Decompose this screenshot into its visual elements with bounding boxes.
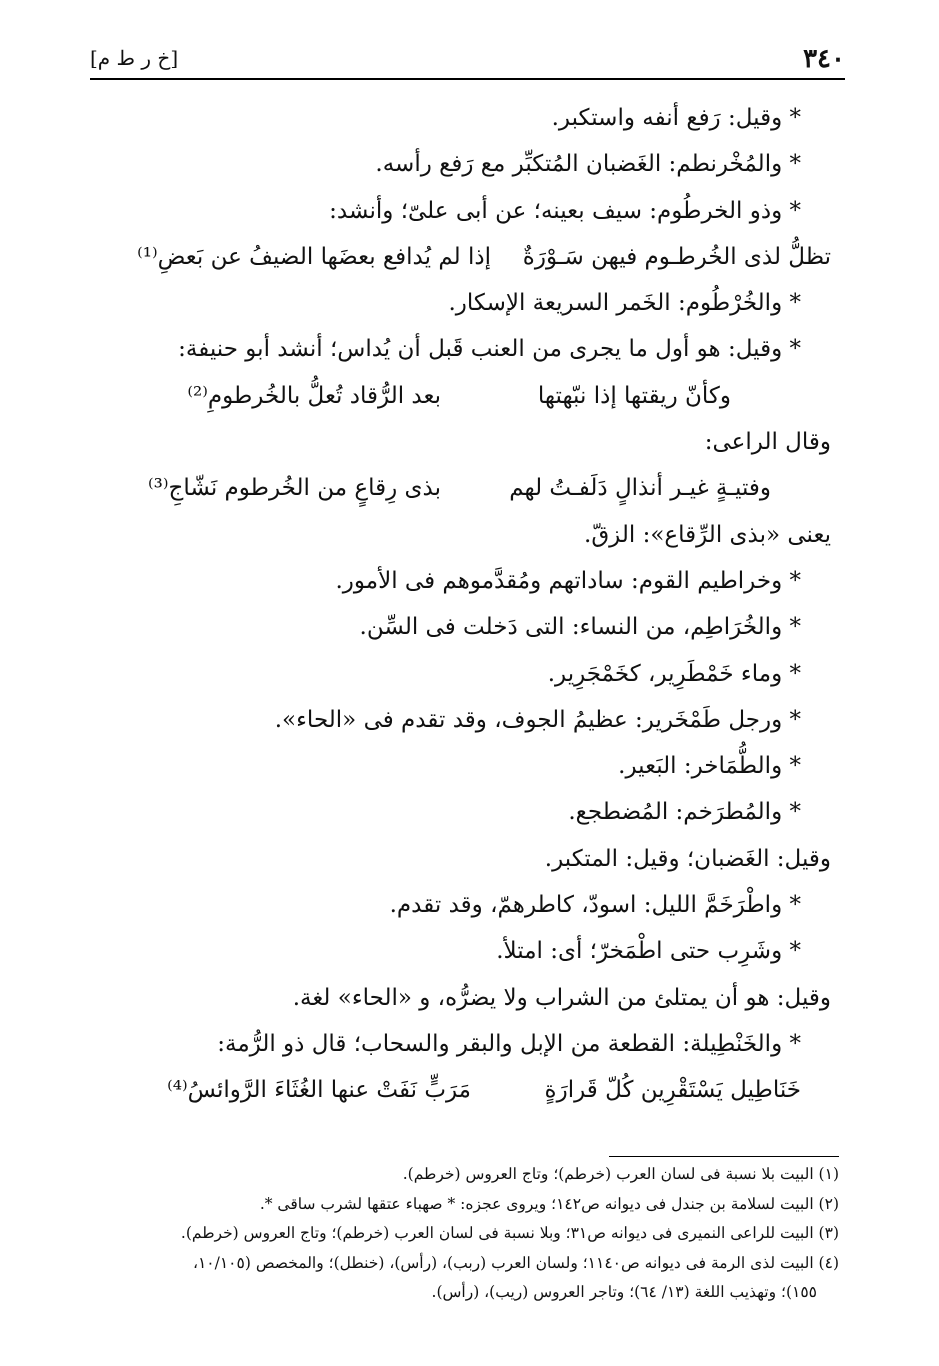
verse-second-hemistich: بذى رِقاعٍ من الخُرطوم نَشّاجِ⁽³⁾ [147, 475, 441, 502]
footnote: (٢) البيت لسلامة بن جندل فى ديوانه ص١٤٢؛ ويروى عجزه: * صهباء عتقها لشرب ساقى *. [259, 1194, 839, 1213]
verse-line [91, 234, 831, 280]
text-line: * وماء خَمْطَرِير، كخَمْجَرِير. [547, 660, 801, 687]
verse-line [91, 465, 831, 511]
verse-first-hemistich: خَنَاطِيل يَسْتَقْرِين كُلّ قَرارَةٍ [544, 1077, 801, 1104]
text-line: * ورجل طَمْخَرير: عظيمُ الجوف، وقد تقدم فى «الحاء». [274, 706, 801, 733]
text-line: وقيل: هو أن يمتلئ من الشراب ولا يضرُّه، و «الحاء» لغة. [292, 984, 831, 1011]
text-line: * والخُرَاطِم، من النساء: التى دَخلت فى السِّن. [359, 614, 801, 641]
footnote-separator [609, 1156, 839, 1157]
text-line: * والمُخْرنطم: الغَضبان المُتكبِّر مع رَفع رأسه. [375, 151, 801, 178]
text-line: * والمُطرَخم: المُضطجع. [568, 799, 801, 826]
verse-second-hemistich: إذا لم يُدافع بعضَها الضيفُ عن بَعضِ⁽¹⁾ [137, 243, 491, 270]
text-line: * واطْرَخَمَّ الليل: اسودّ، كاطرهمّ، وقد تقدم. [389, 892, 801, 919]
verse-first-hemistich: وكأنّ ريقتها إذا نبّهتها [537, 382, 731, 409]
footnote-continuation: ١٥٥)؛ وتهذيب اللغة (١٣/ ٦٤)؛ وتاجر العروس (ريب)، (رأس). [431, 1283, 817, 1301]
text-line: * وذو الخرطُوم: سيف بعينه؛ عن أبى علىّ؛ وأنشد: [329, 197, 801, 224]
page-number: ٣٤٠ [803, 44, 845, 74]
text-line: وقيل: الغَضبان؛ وقيل: المتكبر. [544, 845, 831, 872]
footnote: (١) البيت بلا نسبة فى لسان العرب (خرطم)؛ وتاج العروس (خرطم). [402, 1165, 839, 1183]
verse-second-hemistich: مَرَبٍّ نَفَتْ عنها الغُثَاءَ الرَّوائسُ⁽⁴⁾ [167, 1077, 471, 1104]
verse-line [91, 373, 831, 419]
verse-line [91, 1067, 831, 1113]
text-line: * والطُّمَاخر: البَعير. [618, 753, 801, 780]
footnote: (٣) البيت للراعى النميرى فى ديوانه ص٣١؛ وبلا نسبة فى لسان العرب (خرطم)؛ وتاج العروس (خرطم). [180, 1224, 839, 1242]
text-line: * والخُرْطُوم: الخَمر السريعة الإسكار. [448, 290, 801, 317]
text-line: * وخراطيم القوم: ساداتهم ومُقدَّموهم فى الأمور. [335, 567, 801, 594]
text-line: * وقيل: هو أول ما يجرى من العنب قَبل أن يُداس؛ أنشد أبو حنيفة: [178, 336, 801, 363]
footnotes [94, 1160, 839, 1308]
text-line: يعنى «بذى الرِّقاع»: الزقّ. [584, 521, 831, 548]
page-header [90, 42, 845, 80]
root-letters-label: [خ ر ط م] [90, 46, 179, 70]
footnote: (٤) البيت لذى الرمة فى ديوانه ص١١٤٠؛ ولسان العرب (ربب)، (رأس)، (خنطل)؛ والمخصص (١٠/١٠٥، [192, 1253, 839, 1272]
main-text [91, 95, 831, 1114]
verse-second-hemistich: بعد الرُّقاد تُعلُّ بالخُرطومِ⁽²⁾ [187, 382, 441, 409]
text-line: * والخَنْطِيلة: القطعة من الإبل والبقر والسحاب؛ قال ذو الرُّمة: [217, 1030, 801, 1057]
verse-first-hemistich: وفتيـةٍ غيـر أنذالٍ دَلَفـتُ لهم [509, 475, 771, 502]
verse-first-hemistich: تظلُّ لذى الخُرطـوم فيهن سَـوْرَةٌ [522, 243, 831, 270]
text-line: وقال الراعى: [704, 429, 831, 456]
text-line: * وشَرِب حتى اطْمَخرّ؛ أى: امتلأ. [496, 938, 801, 965]
text-line: * وقيل: رَفع أنفه واستكبر. [551, 105, 801, 131]
